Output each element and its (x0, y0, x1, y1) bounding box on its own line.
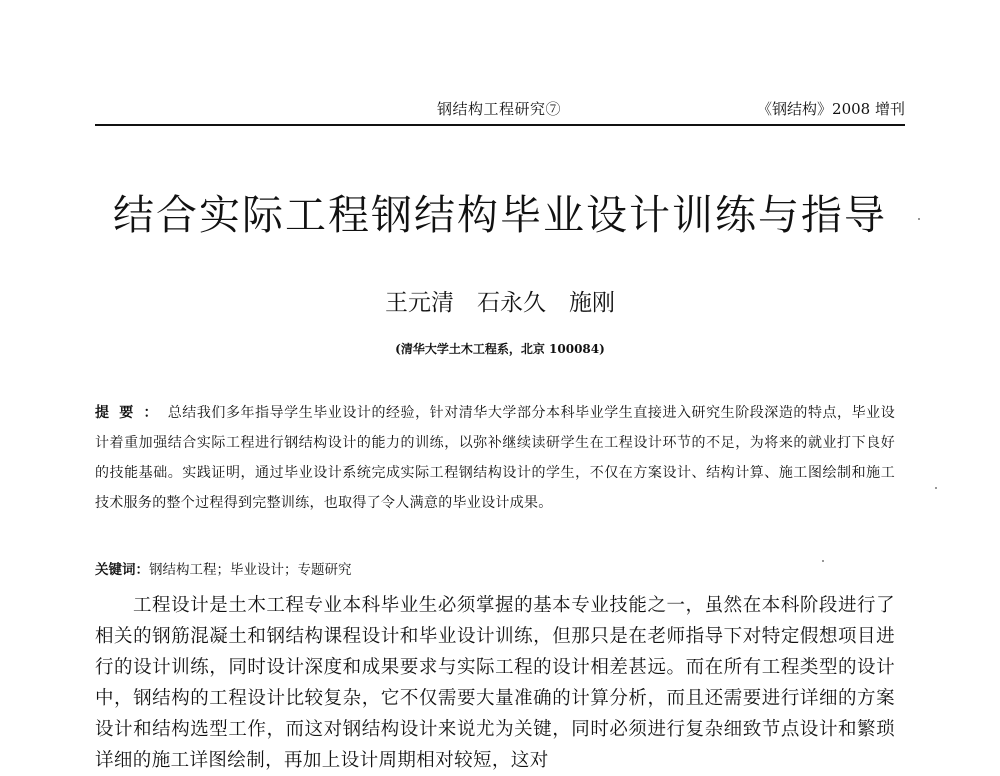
abstract-label: 提要： (95, 405, 168, 421)
author-affiliation: (清华大学土木工程系，北京 100084) (395, 342, 605, 356)
keywords-text: 钢结构工程；毕业设计；专题研究 (149, 562, 352, 578)
scan-speck (822, 560, 824, 562)
author-list: 王元清 石永久 施刚 (385, 290, 615, 316)
series-title: 钢结构工程研究⑦ (437, 100, 562, 118)
keywords-label: 关键词： (95, 562, 149, 578)
abstract-text: 总结我们多年指导学生毕业设计的经验，针对清华大学部分本科毕业学生直接进入研究生阶段深造的特点，毕业设计着重加强结合实际工程进行钢结构设计的能力的训练，以弥补继续读研学生在工程设计环节的不足，为将来的就业打下良好的技能基础。实践证明，通过毕业设计系统完成实际工程钢结构设计的学生，不仅在方案设计、结构计算、施工图绘制和施工技术服务的整个过程得到完整训练，也取得了令人满意的毕业设计成果。 (95, 405, 895, 511)
scan-speck (935, 487, 937, 489)
keywords (95, 558, 895, 582)
body-paragraph: 工程设计是土木工程专业本科毕业生必须掌握的基本专业技能之一，虽然在本科阶段进行了相关的钢筋混凝土和钢结构课程设计和毕业设计训练，但那只是在老师指导下对特定假想项目进行的设计训练，同时设计深度和成果要求与实际工程的设计相差甚远。而在所有工程类型的设计中，钢结构的工程设计比较复杂，它不仅需要大量准确的计算分析，而且还需要进行详细的方案设计和结构选型工作，而这对钢结构设计来说尤为关键，同时必须进行复杂细致节点设计和繁琐详细的施工详图绘制，再加上设计周期相对较短，这对 (95, 595, 895, 771)
running-header (95, 96, 905, 126)
paper-title: 结合实际工程钢结构毕业设计训练与指导 (113, 191, 887, 239)
journal-issue: 《钢结构》2008 增刊 (757, 100, 905, 118)
abstract (95, 398, 895, 518)
scan-speck (918, 218, 920, 220)
